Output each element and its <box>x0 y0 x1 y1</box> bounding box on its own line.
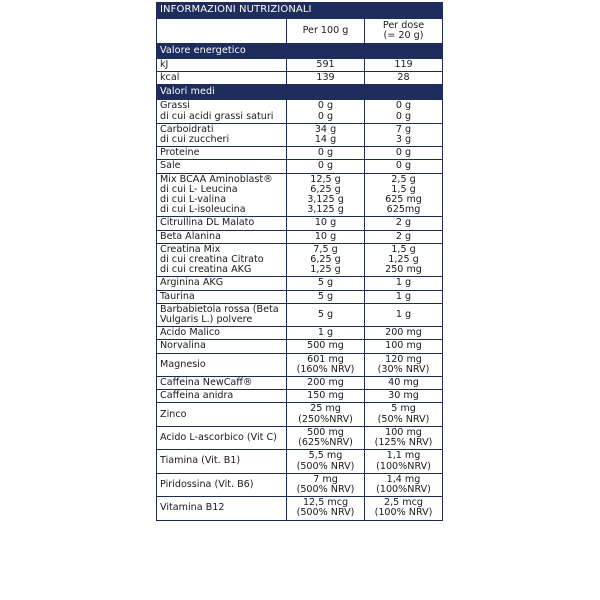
nutrient-row <box>157 450 443 473</box>
row-label-cell <box>157 147 287 160</box>
value-per-dose: 0 g <box>395 110 412 122</box>
row-label: Magnesio <box>160 358 206 370</box>
row-label: Zinco <box>160 408 187 420</box>
value-per-100g: 0 g <box>317 110 334 122</box>
row-label-cell <box>157 303 287 326</box>
value-per-dose: 5 mg <box>391 403 416 415</box>
section-energy-label: Valore energetico <box>157 44 443 59</box>
value-per-100g-cell <box>287 450 365 473</box>
nutrient-row <box>157 230 443 243</box>
value-per-100g: 0 g <box>317 147 334 159</box>
value-per-100g: 10 g <box>314 230 337 242</box>
section-averages-label: Valori medi <box>157 85 443 100</box>
value-per-100g-cell <box>287 377 365 390</box>
row-label-cell <box>157 100 287 123</box>
value-per-100g: 5 g <box>317 308 334 320</box>
nutrient-row <box>157 243 443 277</box>
row-label: kcal <box>157 72 287 85</box>
value-per-100g: 150 mg <box>307 390 344 402</box>
row-label-cell <box>157 377 287 390</box>
value-per-100g-cell <box>287 147 365 160</box>
row-label: Vitamina B12 <box>160 502 225 514</box>
value-per-dose-cell <box>365 340 443 353</box>
value-per-100g: 10 g <box>314 217 337 229</box>
value-per-dose: 2 g <box>395 217 412 229</box>
column-header-row <box>157 19 443 44</box>
row-label: Taurina <box>160 290 195 302</box>
value-per-dose-cell <box>365 450 443 473</box>
value-per-dose: 100 mg <box>385 340 422 352</box>
row-label: di cui creatina AKG <box>160 264 252 276</box>
value-per-dose-cell <box>365 217 443 230</box>
value-per-100g-cell <box>287 230 365 243</box>
value-per-100g: 1 g <box>317 327 334 339</box>
value-per-100g-cell <box>287 243 365 277</box>
value-per-100g: (160% NRV) <box>296 363 355 375</box>
nutrient-row <box>157 327 443 340</box>
row-label-cell <box>157 450 287 473</box>
value-per-dose: 2,5 mcg <box>383 497 424 509</box>
value-per-dose: 1 g <box>395 308 412 320</box>
row-label-cell <box>157 390 287 403</box>
value-per-100g-cell <box>287 403 365 426</box>
value-per-dose: 0 g <box>395 160 412 172</box>
nutrient-row <box>157 403 443 426</box>
value-per-dose: 1,4 mg <box>386 473 421 485</box>
row-label: di cui acidi grassi saturi <box>160 110 274 122</box>
value-per-dose: (30% NRV) <box>377 363 430 375</box>
value-per-dose: 3 g <box>395 134 412 146</box>
section-averages-row <box>157 85 443 100</box>
value-per-100g-cell <box>287 473 365 496</box>
row-label-cell <box>157 230 287 243</box>
value-per-100g: 12,5 mcg <box>302 497 349 509</box>
value-per-100g: 500 mg <box>307 340 344 352</box>
value-per-100g: 25 mg <box>310 403 341 415</box>
value-per-100g: 3,125 g <box>307 194 344 206</box>
row-label-cell <box>157 123 287 146</box>
nutrient-row <box>157 290 443 303</box>
row-label-cell <box>157 327 287 340</box>
value-per-100g: 1,25 g <box>310 264 341 276</box>
value-per-100g: 591 <box>287 59 365 72</box>
value-per-dose: 100 mg <box>385 426 422 438</box>
row-label: Carboidrati <box>160 123 214 135</box>
row-label: Beta Alanina <box>160 230 221 242</box>
value-per-dose-cell <box>365 403 443 426</box>
row-label: Caffeina anidra <box>160 390 234 402</box>
nutrient-row <box>157 353 443 376</box>
value-per-100g-cell <box>287 217 365 230</box>
value-per-100g: 3,125 g <box>307 204 344 216</box>
value-per-100g-cell <box>287 100 365 123</box>
value-per-100g: 14 g <box>314 134 337 146</box>
value-per-100g-cell <box>287 123 365 146</box>
value-per-dose: 250 mg <box>385 264 422 276</box>
table-title: INFORMAZIONI NUTRIZIONALI <box>157 3 443 19</box>
row-label-cell <box>157 160 287 173</box>
value-per-100g-cell <box>287 327 365 340</box>
value-per-dose: 0 g <box>395 100 412 112</box>
nutrient-row <box>157 100 443 123</box>
value-per-dose-cell <box>365 426 443 449</box>
value-per-100g-cell <box>287 353 365 376</box>
row-label: Tiamina (Vit. B1) <box>160 455 241 467</box>
header-per-dose-line: (= 20 g) <box>383 30 424 41</box>
row-label: Proteine <box>160 147 200 159</box>
row-label: di cui L- Leucina <box>160 183 238 195</box>
value-per-dose: 1 g <box>395 277 412 289</box>
value-per-dose: 1,1 mg <box>386 450 421 462</box>
value-per-100g: 200 mg <box>307 377 344 389</box>
row-label: di cui L-isoleucina <box>160 204 246 216</box>
value-per-dose-cell <box>365 353 443 376</box>
value-per-dose-cell <box>365 497 443 520</box>
row-label: di cui creatina Citrato <box>160 254 264 266</box>
value-per-100g: (500% NRV) <box>296 483 355 495</box>
nutrient-row <box>157 303 443 326</box>
value-per-dose-cell <box>365 160 443 173</box>
nutrient-row <box>157 497 443 520</box>
value-per-100g: 0 g <box>317 100 334 112</box>
value-per-dose-cell <box>365 100 443 123</box>
value-per-dose: 1 g <box>395 290 412 302</box>
value-per-dose: (125% NRV) <box>374 437 433 449</box>
value-per-100g: 0 g <box>317 160 334 172</box>
value-per-100g: 7,5 g <box>313 243 338 255</box>
value-per-dose: 625mg <box>386 204 421 216</box>
row-label-cell <box>157 243 287 277</box>
value-per-100g: 139 <box>287 72 365 85</box>
value-per-100g: 5,5 mg <box>308 450 343 462</box>
value-per-dose: 40 mg <box>388 377 419 389</box>
header-per-dose <box>365 19 443 44</box>
row-label-cell <box>157 173 287 217</box>
row-label: Acido L-ascorbico (Vit C) <box>160 431 277 443</box>
row-label: Vulgaris L.) polvere <box>160 314 253 326</box>
value-per-100g: (250%NRV) <box>298 413 353 425</box>
nutrient-row <box>157 147 443 160</box>
value-per-100g-cell <box>287 290 365 303</box>
value-per-100g-cell <box>287 277 365 290</box>
value-per-100g: (625%NRV) <box>298 437 353 449</box>
value-per-dose-cell <box>365 173 443 217</box>
row-label: Barbabietola rossa (Beta <box>160 303 279 315</box>
value-per-dose: 0 g <box>395 147 412 159</box>
nutrition-table <box>156 2 443 521</box>
nutrient-row <box>157 173 443 217</box>
value-per-dose: (100% NRV) <box>374 507 433 519</box>
value-per-dose: 30 mg <box>388 390 419 402</box>
row-label: Sale <box>160 160 181 172</box>
value-per-dose-cell <box>365 147 443 160</box>
header-per-dose-line: Per dose <box>382 19 425 31</box>
row-label: di cui zuccheri <box>160 134 230 146</box>
value-per-100g: 34 g <box>314 123 337 135</box>
nutrient-row <box>157 377 443 390</box>
value-per-dose: 7 g <box>395 123 412 135</box>
nutrient-row <box>157 426 443 449</box>
nutrient-row <box>157 217 443 230</box>
row-label: Caffeina NewCaff® <box>160 377 253 389</box>
value-per-dose: 1,5 g <box>391 183 416 195</box>
value-per-dose-cell <box>365 290 443 303</box>
value-per-dose-cell <box>365 303 443 326</box>
value-per-dose: 625 mg <box>385 194 422 206</box>
value-per-dose: (100%NRV) <box>376 460 431 472</box>
row-label-cell <box>157 290 287 303</box>
row-label-cell <box>157 403 287 426</box>
value-per-dose: (100%NRV) <box>376 483 431 495</box>
value-per-100g: 7 mg <box>313 473 338 485</box>
value-per-dose-cell <box>365 390 443 403</box>
row-label: Piridossina (Vit. B6) <box>160 478 254 490</box>
energy-row <box>157 72 443 85</box>
value-per-dose-cell <box>365 473 443 496</box>
value-per-100g-cell <box>287 340 365 353</box>
value-per-dose-cell <box>365 327 443 340</box>
value-per-dose: 2 g <box>395 230 412 242</box>
row-label: Arginina AKG <box>160 277 224 289</box>
value-per-100g-cell <box>287 303 365 326</box>
row-label-cell <box>157 340 287 353</box>
value-per-100g-cell <box>287 390 365 403</box>
nutrient-row <box>157 473 443 496</box>
nutrient-row <box>157 160 443 173</box>
value-per-dose: 1,5 g <box>391 243 416 255</box>
row-label-cell <box>157 277 287 290</box>
value-per-dose: 119 <box>365 59 443 72</box>
value-per-100g: (500% NRV) <box>296 460 355 472</box>
row-label: Grassi <box>160 100 190 112</box>
value-per-dose-cell <box>365 277 443 290</box>
value-per-dose-cell <box>365 243 443 277</box>
value-per-100g: 12,5 g <box>310 173 341 185</box>
row-label-cell <box>157 217 287 230</box>
value-per-dose-cell <box>365 230 443 243</box>
row-label: kJ <box>157 59 287 72</box>
value-per-dose-cell <box>365 377 443 390</box>
row-label: Citrullina DL Malato <box>160 217 255 229</box>
nutrient-row <box>157 123 443 146</box>
section-energy-row <box>157 44 443 59</box>
value-per-dose: 120 mg <box>385 353 422 365</box>
value-per-100g: 6,25 g <box>310 183 341 195</box>
nutrient-row <box>157 390 443 403</box>
row-label-cell <box>157 497 287 520</box>
row-label: di cui L-valina <box>160 194 227 206</box>
value-per-dose-cell <box>365 123 443 146</box>
row-label-cell <box>157 353 287 376</box>
title-row <box>157 3 443 19</box>
value-per-dose: (50% NRV) <box>377 413 430 425</box>
value-per-dose: 1,25 g <box>388 254 419 266</box>
row-label: Mix BCAA Aminoblast® <box>160 173 273 185</box>
value-per-100g-cell <box>287 426 365 449</box>
value-per-100g-cell <box>287 173 365 217</box>
value-per-100g: 5 g <box>317 277 334 289</box>
energy-row <box>157 59 443 72</box>
value-per-dose: 28 <box>365 72 443 85</box>
value-per-100g: 5 g <box>317 290 334 302</box>
nutrient-row <box>157 277 443 290</box>
nutrient-row <box>157 340 443 353</box>
nutrition-facts-panel <box>156 2 442 521</box>
value-per-100g: (500% NRV) <box>296 507 355 519</box>
value-per-100g-cell <box>287 497 365 520</box>
value-per-100g: 500 mg <box>307 426 344 438</box>
value-per-100g-cell <box>287 160 365 173</box>
row-label: Norvalina <box>160 340 206 352</box>
row-label: Creatina Mix <box>160 243 221 255</box>
value-per-100g: 601 mg <box>307 353 344 365</box>
row-label-cell <box>157 426 287 449</box>
header-blank-cell <box>157 19 287 44</box>
header-per-100g: Per 100 g <box>287 19 365 44</box>
value-per-dose: 200 mg <box>385 327 422 339</box>
value-per-dose: 2,5 g <box>391 173 416 185</box>
value-per-100g: 6,25 g <box>310 254 341 266</box>
nutrition-table-body <box>157 3 443 521</box>
row-label: Acido Malico <box>160 327 220 339</box>
row-label-cell <box>157 473 287 496</box>
